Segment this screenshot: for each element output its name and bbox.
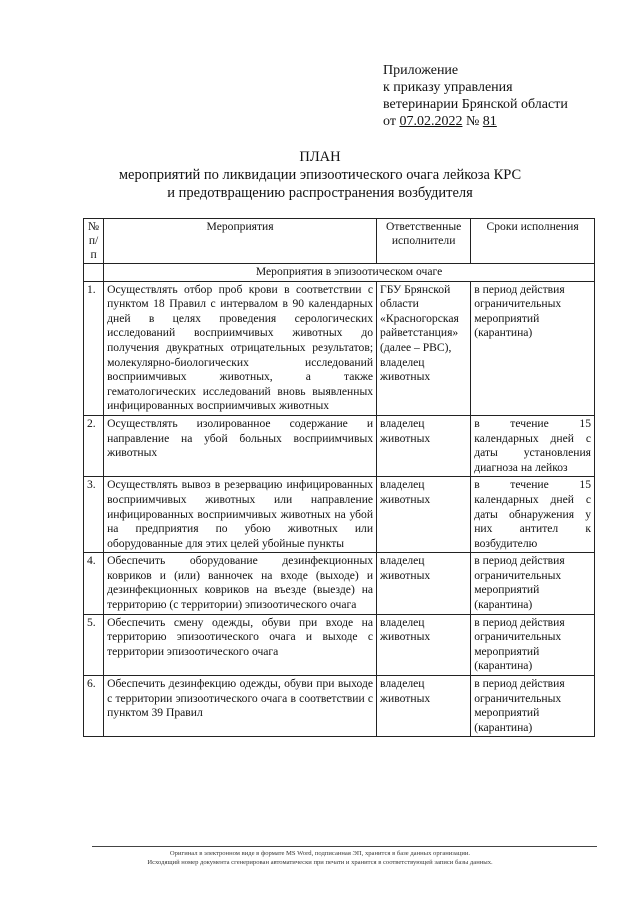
row-terms: в период действия ограничительных мероприятий (карантина) — [471, 281, 595, 415]
table-row — [84, 676, 595, 737]
appendix-date-line — [383, 113, 568, 130]
title-line-3: и предотвращению распространения возбудителя — [167, 185, 473, 201]
row-terms: в период действия ограничительных мероприятий (карантина) — [471, 553, 595, 614]
appendix-block — [383, 62, 568, 130]
row-terms: в период действия ограничительных мероприятий (карантина) — [471, 614, 595, 675]
document-title — [0, 148, 640, 202]
header-num: № п/п — [84, 219, 104, 264]
row-activity: Осуществлять отбор проб крови в соответствии с пунктом 18 Правил с интервалом в 90 календарных дней в целях проведения серологических исследований восприимчивых животных до получения двукратных отрицательных результатов; молекулярно-биологических исследований восприимчивых животных, а также гематологических исследований вновь выявленных инфицированных восприимчивых животных — [104, 281, 377, 415]
row-activity: Обеспечить дезинфекцию одежды, обуви при выходе с территории эпизоотического очага в соответствии с пунктом 39 Правил — [104, 676, 377, 737]
row-activity: Осуществлять изолированное содержание и направление на убой больных восприимчивых животных — [104, 415, 377, 476]
footer-line-1: Оригинал в электронном виде в формате MS Word, подписанная ЭП, хранится в базе данных организации. — [169, 850, 471, 857]
row-responsible: владелец животных — [377, 676, 471, 737]
row-activity: Обеспечить смену одежды, обуви при входе на территорию эпизоотического очага и выходе с территории эпизоотического очага — [104, 614, 377, 675]
row-responsible: владелец животных — [377, 415, 471, 476]
table-header-row — [84, 219, 595, 264]
header-responsible: Ответственные исполнители — [377, 219, 471, 264]
footer-line-2: Исходящий номер документа сгенерирован автоматически при печати и хранится в соответствующей записи базы данных. — [147, 859, 493, 866]
footer-divider — [92, 846, 597, 847]
section-title: Мероприятия в эпизоотическом очаге — [104, 264, 595, 282]
row-num: 4. — [84, 553, 104, 614]
header-terms: Сроки исполнения — [471, 219, 595, 264]
row-terms: в течение 15 календарных дней с даты обнаружения у них антител к возбудителю — [471, 477, 595, 553]
row-terms: в период действия ограничительных мероприятий (карантина) — [471, 676, 595, 737]
appendix-line-3: ветеринарии Брянской области — [383, 97, 568, 112]
row-num: 1. — [84, 281, 104, 415]
order-date: 07.02.2022 — [399, 114, 463, 129]
row-activity: Обеспечить оборудование дезинфекционных ковриков и (или) ванночек на входе (выходе) и дезинфекционных ковриков на въезде (выезде) на территорию (с территории) эпизоотического очага — [104, 553, 377, 614]
header-activity: Мероприятия — [104, 219, 377, 264]
row-num: 3. — [84, 477, 104, 553]
appendix-line-2: к приказу управления — [383, 80, 513, 95]
number-prefix: № — [462, 114, 483, 129]
date-prefix: от — [383, 114, 400, 129]
row-responsible: владелец животных — [377, 614, 471, 675]
order-number: 81 — [482, 114, 497, 129]
table-row — [84, 614, 595, 675]
footer-note — [0, 849, 640, 867]
table-row — [84, 477, 595, 553]
table-row — [84, 415, 595, 476]
title-line-1: ПЛАН — [299, 149, 341, 165]
title-line-2: мероприятий по ликвидации эпизоотического очага лейкоза КРС — [118, 167, 522, 183]
table-row — [84, 553, 595, 614]
row-num: 5. — [84, 614, 104, 675]
plan-table — [83, 218, 595, 737]
row-terms: в течение 15 календарных дней с даты установления диагноза на лейкоз — [471, 415, 595, 476]
row-responsible: владелец животных — [377, 553, 471, 614]
row-num: 2. — [84, 415, 104, 476]
row-num: 6. — [84, 676, 104, 737]
table-row — [84, 281, 595, 415]
section-row — [84, 264, 595, 282]
row-activity: Осуществлять вывоз в резервацию инфицированных восприимчивых животных или направление инфицированных восприимчивых животных на убой на предприятия по убою животных или оборудованные для этих целей убойные пункты — [104, 477, 377, 553]
row-responsible: владелец животных — [377, 477, 471, 553]
row-responsible: ГБУ Брянской области «Красногорская райветстанция» (далее – РВС), владелец животных — [377, 281, 471, 415]
appendix-line-1: Приложение — [383, 63, 459, 78]
